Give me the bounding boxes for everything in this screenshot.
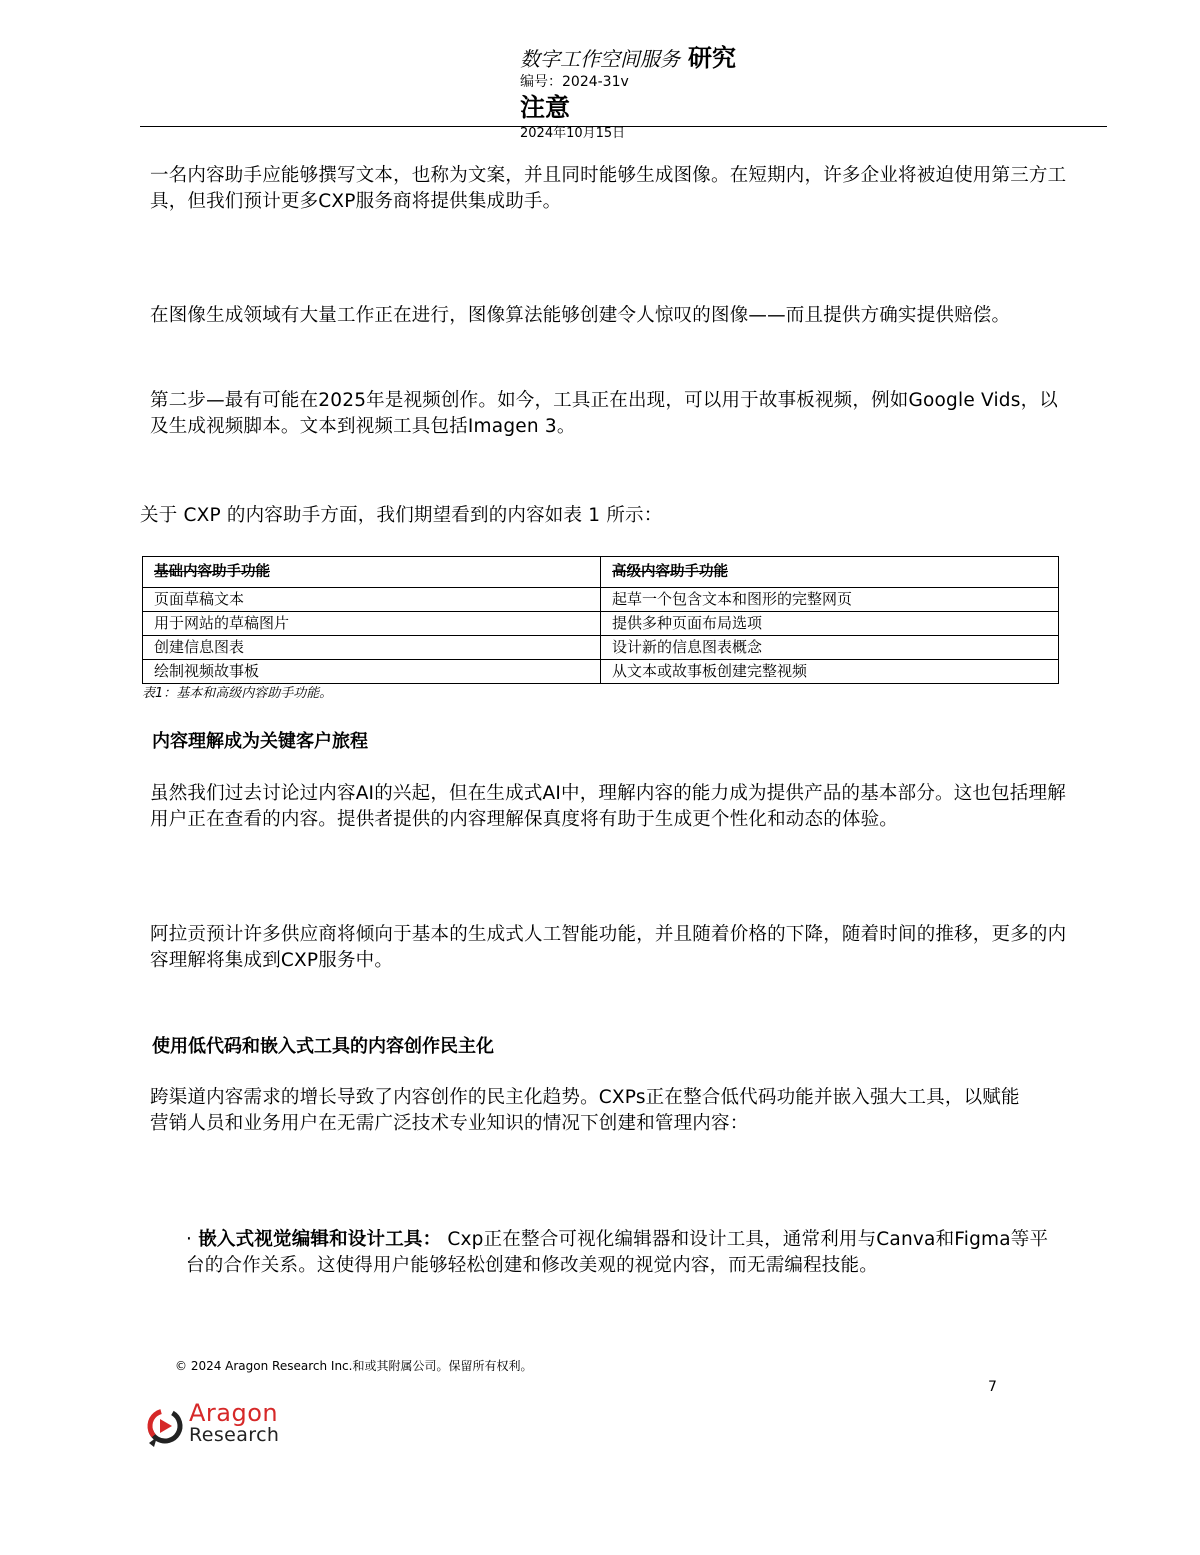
table-cell: 设计新的信息图表概念 — [601, 636, 1059, 660]
paragraph-video-creation: 第二步—最有可能在2025年是视频创作。如今，工具正在出现，可以用于故事板视频，例如Google Vids，以及生成视频脚本。文本到视频工具包括Imagen 3。 — [150, 390, 1058, 437]
paragraph-low-code: 跨渠道内容需求的增长导致了内容创作的民主化趋势。CXPs正在整合低代码功能并嵌入强大工具，以赋能营销人员和业务用户在无需广泛技术专业知识的情况下创建和管理内容： — [150, 1087, 1020, 1134]
table-cell: 创建信息图表 — [143, 636, 601, 660]
report-number: 编号：2024-31v — [520, 74, 629, 90]
table-cell: 提供多种页面布局选项 — [601, 612, 1059, 636]
table-header-row — [143, 557, 1059, 588]
section-heading-low-code: 使用低代码和嵌入式工具的内容创作民主化 — [152, 1036, 494, 1057]
table-cell: 起草一个包含文本和图形的完整网页 — [601, 588, 1059, 612]
bullet-title: 嵌入式视觉编辑和设计工具： — [198, 1229, 442, 1250]
page-number: 7 — [988, 1379, 997, 1395]
paragraph-image-generation: 在图像生成领域有大量工作正在进行，图像算法能够创建令人惊叹的图像——而且提供方确实提供赔偿。 — [150, 305, 1011, 326]
bullet-visual-editing — [186, 1227, 1066, 1279]
table-header-basic: 基础内容助手功能 — [143, 557, 601, 588]
table-caption: 表1：基本和高级内容助手功能。 — [142, 686, 333, 701]
table-cell: 用于网站的草稿图片 — [143, 612, 601, 636]
table-row — [143, 612, 1059, 636]
paragraph-content-understanding: 虽然我们过去讨论过内容AI的兴起，但在生成式AI中，理解内容的能力成为提供产品的基本部分。这也包括理解用户正在查看的内容。提供者提供的内容理解保真度将有助于生成更个性化和动态的体验。 — [150, 783, 1066, 830]
paragraph-content-assistant: 一名内容助手应能够撰写文本，也称为文案，并且同时能够生成图像。在短期内，许多企业将被迫使用第三方工具，但我们预计更多CXP服务商将提供集成助手。 — [150, 165, 1067, 212]
report-note-label: 注意 — [520, 93, 571, 122]
paragraph-aragon-forecast: 阿拉贡预计许多供应商将倾向于基本的生成式人工智能功能，并且随着价格的下降，随着时间的推移，更多的内容理解将集成到CXP服务中。 — [150, 924, 1067, 971]
features-table — [142, 556, 1059, 684]
copyright-notice: © 2024 Aragon Research Inc.和或其附属公司。保留所有权利。 — [175, 1359, 533, 1373]
aragon-logo-icon — [145, 1403, 185, 1449]
series-name: 数字工作空间服务 — [520, 47, 680, 71]
logo-text-aragon: Aragon — [189, 1399, 279, 1427]
report-date: 2024年10月15日 — [520, 126, 626, 141]
table-row — [143, 636, 1059, 660]
paragraph-table-intro: 关于 CXP 的内容助手方面，我们期望看到的内容如表 1 所示： — [140, 505, 663, 526]
report-series-title — [520, 38, 736, 73]
section-heading-content-understanding: 内容理解成为关键客户旅程 — [152, 731, 368, 752]
table-cell: 绘制视频故事板 — [143, 660, 601, 684]
table-row — [143, 660, 1059, 684]
logo-text-research: Research — [189, 1424, 280, 1446]
bullet-body: Cxp正在整合可视化编辑器和设计工具，通常利用与Canva和Figma等平台的合作关系。这使得用户能够轻松创建和修改美观的视觉内容，而无需编程技能。 — [186, 1229, 1049, 1276]
table-cell: 页面草稿文本 — [143, 588, 601, 612]
table-cell: 从文本或故事板创建完整视频 — [601, 660, 1059, 684]
table-header-advanced: 高级内容助手功能 — [601, 557, 1059, 588]
report-type: 研究 — [688, 44, 736, 72]
bullet-marker: · — [186, 1229, 193, 1250]
table-row — [143, 588, 1059, 612]
